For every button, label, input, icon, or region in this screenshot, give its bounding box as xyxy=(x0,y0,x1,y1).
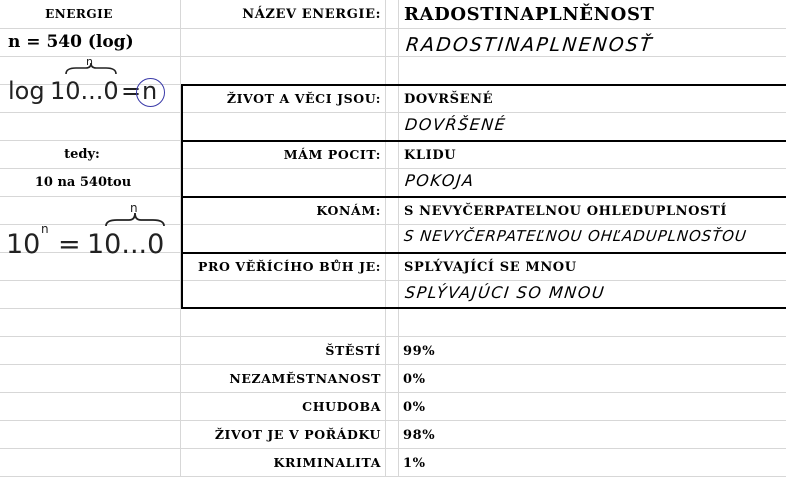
energy-name-value: RADOSTINAPLNĚNOST xyxy=(404,4,655,25)
brace-n: n xyxy=(130,201,138,215)
energy-name-label: NÁZEV ENERGIE: xyxy=(242,7,381,22)
row-label: ŽIVOT A VĚCI JSOU: xyxy=(226,91,381,106)
grid-col-line xyxy=(385,0,386,477)
stat-label: KRIMINALITA xyxy=(273,455,381,470)
grid-row-line xyxy=(0,280,786,281)
row-label: MÁM POCIT: xyxy=(283,147,381,162)
row-value-handwritten: S NEVYČERPATEĽNOU OHĽADUPLNOSŤOU xyxy=(403,227,748,245)
row-value: S NEVYČERPATELNOU OHLEDUPLNOSTÍ xyxy=(404,204,728,219)
box-border xyxy=(181,84,786,86)
power-exponent: n xyxy=(41,222,49,236)
grid-row-line xyxy=(0,112,786,113)
stat-label: ŠTĚSTÍ xyxy=(325,343,381,358)
tedy-label: tedy: xyxy=(64,147,100,162)
brace-n: n xyxy=(86,55,93,68)
n-equation: n = 540 (log) xyxy=(8,32,134,52)
row-value: KLIDU xyxy=(404,148,457,163)
box-border xyxy=(181,252,786,254)
stat-label: CHUDOBA xyxy=(302,399,381,414)
energie-label: ENERGIE xyxy=(45,7,113,21)
stat-value: 1% xyxy=(403,456,426,471)
box-border xyxy=(181,140,786,142)
grid-row-line xyxy=(0,336,786,337)
stat-label: NEZAMĚSTNANOST xyxy=(229,371,381,386)
grid-row-line xyxy=(0,28,786,29)
stat-value: 0% xyxy=(403,400,426,415)
row-value-handwritten: POKOJA xyxy=(404,171,476,190)
grid-row-line xyxy=(0,56,786,57)
row-value-handwritten: DOVŔŠENÉ xyxy=(404,115,508,134)
row-label: KONÁM: xyxy=(316,203,381,218)
energy-name-handwritten: RADOSTINAPLNENOSŤ xyxy=(404,34,655,56)
log-text: log xyxy=(8,77,45,105)
power-equals: = xyxy=(58,229,81,260)
stat-value: 98% xyxy=(403,428,436,443)
power-number: 10...0 xyxy=(87,229,165,260)
grid-col-line xyxy=(398,0,399,477)
row-value: SPLÝVAJÍCÍ SE MNOU xyxy=(404,260,577,275)
box-border xyxy=(181,196,786,198)
row-label: PRO VĚŘÍCÍHO BŮH JE: xyxy=(197,259,381,274)
stat-label: ŽIVOT JE V POŘÁDKU xyxy=(214,427,381,442)
stat-value: 0% xyxy=(403,372,426,387)
row-value-handwritten: SPLÝVAJÚCI SO MNOU xyxy=(404,283,607,302)
grid-row-line xyxy=(0,392,786,393)
log-result-n: n xyxy=(142,77,158,105)
grid-row-line xyxy=(0,364,786,365)
grid-row-line xyxy=(0,168,786,169)
grid-row-line xyxy=(0,420,786,421)
power-base: 10 xyxy=(6,229,41,260)
box-border xyxy=(181,307,786,309)
row-value: DOVRŠENÉ xyxy=(404,92,494,107)
box-border xyxy=(181,84,183,309)
tedy-value: 10 na 540tou xyxy=(34,175,132,190)
stat-value: 99% xyxy=(403,344,436,359)
grid-row-line xyxy=(0,448,786,449)
log-number: 10...0 xyxy=(50,77,119,105)
log-equals: = xyxy=(121,77,142,105)
